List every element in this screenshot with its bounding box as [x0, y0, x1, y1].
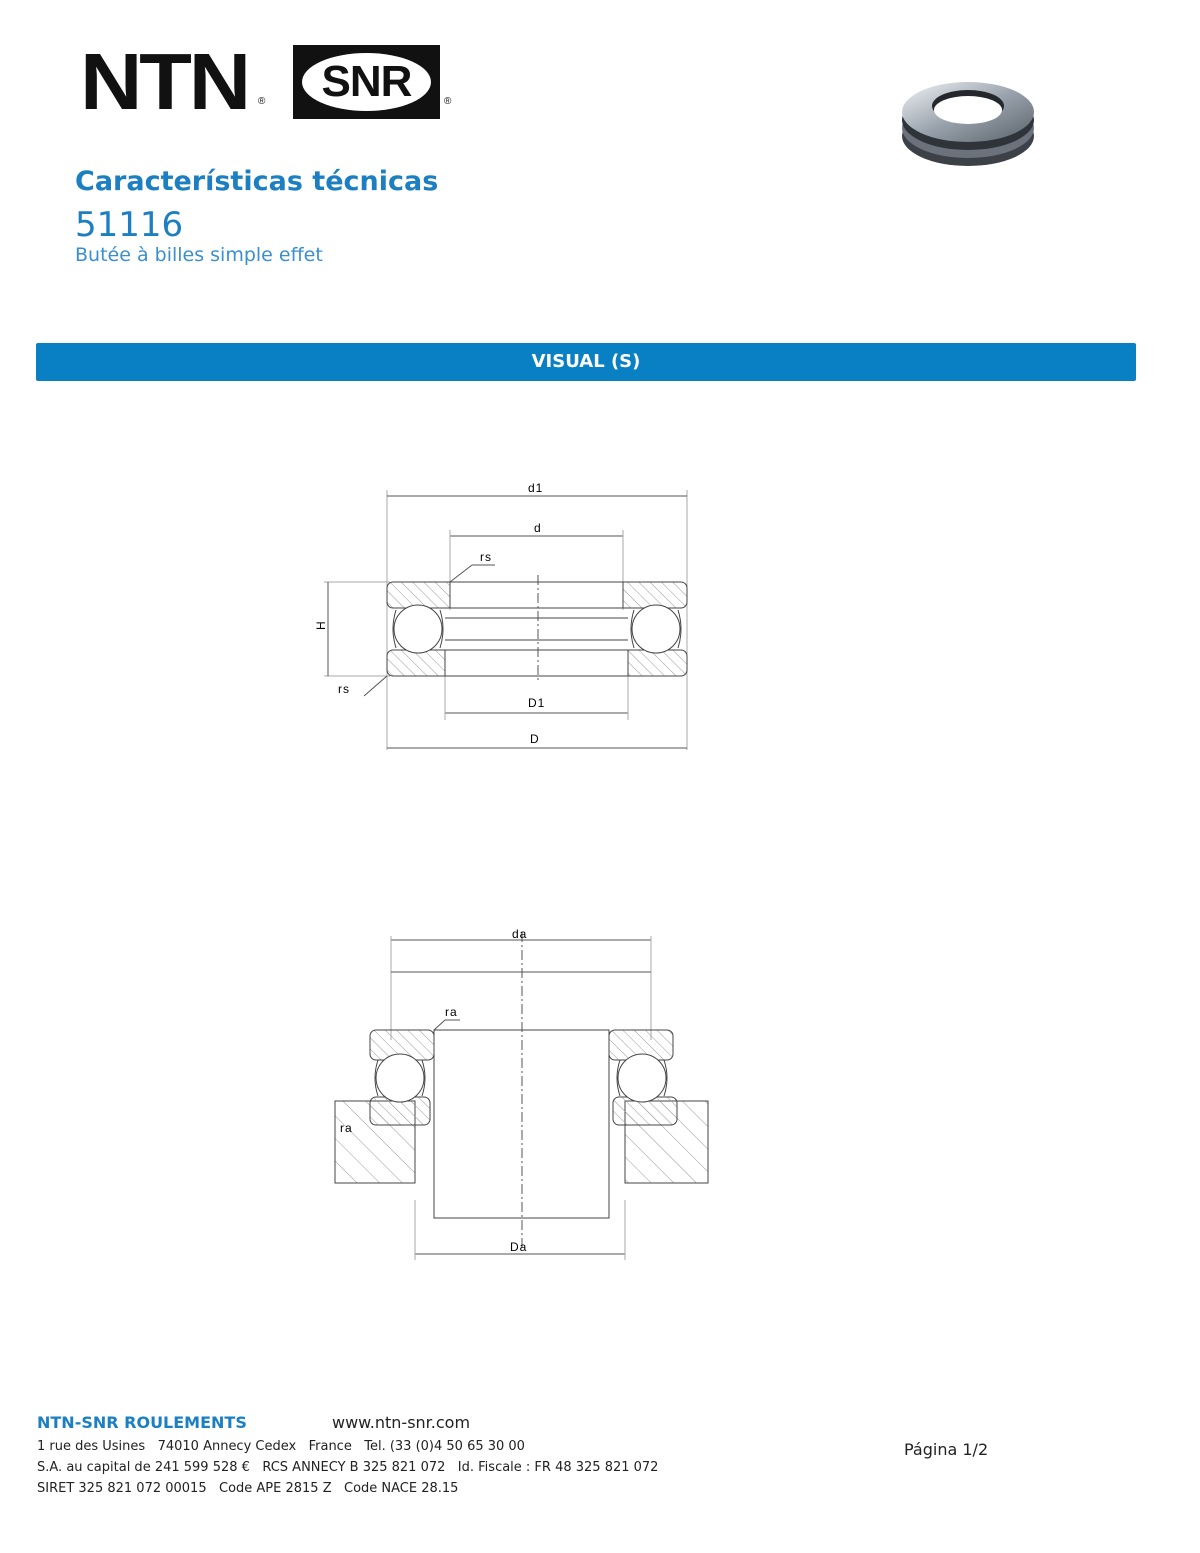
footer-legal: S.A. au capital de 241 599 528 € RCS ANNECY B 325 821 072 Id. Fiscale : FR 48 325 821 072	[37, 1460, 659, 1475]
dim-label-rs-top: rs	[480, 550, 492, 564]
bearing-product-image	[896, 66, 1040, 172]
dim-label-d1: d1	[528, 481, 544, 495]
dim-label-da-outer: Da	[510, 1240, 528, 1254]
dim-label-da: da	[512, 927, 528, 941]
product-reference: 51116	[75, 205, 184, 245]
dim-label-ra-left: ra	[340, 1121, 353, 1135]
document-title: Características técnicas	[75, 166, 439, 197]
dim-label-rs-bottom: rs	[338, 682, 350, 696]
dim-label-d-outer: D	[530, 732, 540, 746]
ntn-registered-mark: ®	[258, 96, 266, 107]
footer-company: NTN-SNR ROULEMENTS	[37, 1413, 247, 1432]
dim-label-d: d	[534, 521, 542, 535]
snr-registered-mark: ®	[444, 96, 452, 107]
section-banner: VISUAL (S)	[36, 343, 1136, 381]
dim-label-d1-outer: D1	[528, 696, 546, 710]
bearing-dimension-drawing	[300, 470, 720, 770]
dim-label-ra-top: ra	[445, 1005, 458, 1019]
page-number: Página 1/2	[904, 1440, 989, 1459]
product-subtitle: Butée à billes simple effet	[75, 244, 323, 266]
footer-address: 1 rue des Usines 74010 Annecy Cedex France Tel. (33 (0)4 50 65 30 00	[37, 1439, 525, 1454]
footer-siret: SIRET 325 821 072 00015 Code APE 2815 Z Code NACE 28.15	[37, 1481, 459, 1496]
ntn-logo: NTN	[80, 37, 248, 126]
dim-label-h: H	[314, 620, 328, 630]
footer-website-link[interactable]: www.ntn-snr.com	[332, 1413, 471, 1432]
snr-logo: SNR	[321, 57, 412, 106]
mounting-dimension-drawing	[320, 920, 720, 1265]
